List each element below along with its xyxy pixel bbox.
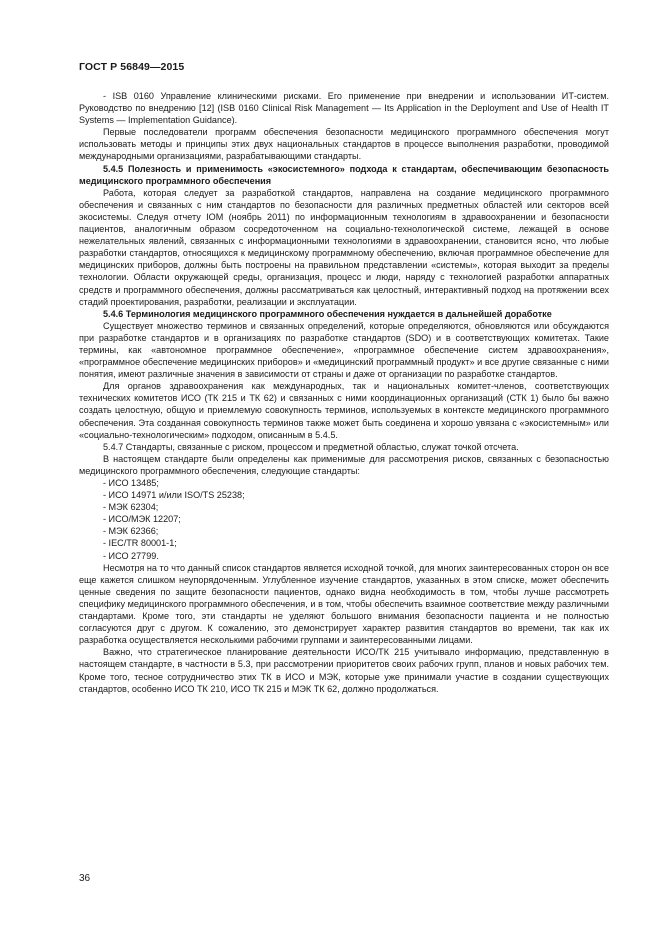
paragraph-organizations: Для органов здравоохранения как международных, так и национальных комитет-членов, соответствующих технических комитетов ИСО (ТК 215 и ТК 62) и связанных с ними координационных организаций (СТК 1) было бы важно создать целостную, общую и приемлемую совокупность терминов, используемых в контексте медицинского программного обеспечения. Эта созданная совокупность терминов также может быть соединена и хорошо увязана с «экосистемным» или «социально-технологическим» подходом, описанным в 5.4.5. <box>79 381 609 440</box>
standards-list <box>79 477 609 562</box>
list-item: - ИСО/МЭК 12207; <box>103 514 181 525</box>
document-body <box>79 90 609 695</box>
section-heading-5-4-6: 5.4.6 Терминология медицинского программного обеспечения нуждается в дальнейшей доработке <box>103 308 552 319</box>
paragraph-strategic-planning: Важно, что стратегическое планирование деятельности ИСО/ТК 215 учитывало информацию, представленную в настоящем стандарте, в частности в 5.3, при рассмотрении приоритетов своих рабочих групп, планов и новых рабочих тем. Кроме того, тесное сотрудничество этих ТК в ИСО и МЭК, которые уже принимали участие в создании существующих стандартов, особенно ИСО ТК 210, ИСО ТК 215 и МЭК ТК 62, должно продолжаться. <box>79 647 609 694</box>
paragraph-isb-0160: - ISB 0160 Управление клиническими рисками. Его применение при внедрении и использовании ИТ-систем. Руководство по внедрению [12] (ISB 0160 Clinical Risk Management — Its Application in the Deployment and Use of Health IT Systems — Implementation Guidance). <box>79 91 609 126</box>
paragraph-ecosystem: Работа, которая следует за разработкой стандартов, направлена на создание медицинского программного обеспечения и связанных с ним стандартов по безопасности для различных предметных областей или секторов всей экосистемы. Следуя отчету IOM (ноябрь 2011) по информационным технологиям в здравоохранении и безопасности пациентов, аналогичным образом сосредоточенном на социально-технологической системе, лежащей в основе нежелательных явлений, связанных с информационными технологиями в здравоохранении, становится ясно, что любые разработки стандартов, относящихся к медицинскому программному обеспечению, включая программное обеспечение для медицинских приборов, должны быть построены на правильном представлении «системы», которая выходит за пределы технологии. Области окружающей среды, организация, процесс и люди, наряду с технологией разработки аппаратных средств и программного обеспечения, должны рассматриваться как целостный, интерактивный подход на протяжении всех стадий проектирования, разработки, реализации и эксплуатации. <box>79 187 609 307</box>
page-number: 36 <box>79 873 91 884</box>
section-5-4-7: 5.4.7 Стандарты, связанные с риском, процессом и предметной областью, служат точкой отсчета. <box>103 441 519 452</box>
list-item: - IEC/TR 80001-1; <box>103 538 177 549</box>
section-heading-5-4-5: 5.4.5 Полезность и применимость «экосистемного» подхода к стандартам, обеспечивающим безопасность медицинского программного обеспечения <box>79 163 609 186</box>
list-item: - МЭК 62366; <box>103 526 159 537</box>
list-item: - ИСО 14971 и/или ISO/TS 25238; <box>103 490 245 501</box>
document-header: ГОСТ Р 56849—2015 <box>79 61 185 73</box>
list-item: - ИСО 27799. <box>103 550 159 561</box>
paragraph-applicable-standards: В настоящем стандарте были определены как применимые для рассмотрения рисков, связанных с безопасностью медицинского программного обеспечения, следующие стандарты: <box>79 453 609 476</box>
paragraph-terminology: Существует множество терминов и связанных определений, которые определяются, обновляются или обсуждаются при разработке стандартов и в организациях по разработке стандартов (SDO) и в соответствующих комитетах. Такие термины, как «автономное программное обеспечение», «программное обеспечение систем здравоохранения», «программное обеспечение медицинских приборов» и «медицинский программный продукт» и все другие связанные с ними понятия, имеют различные значения в зависимости от страны и даже от организации по разработке стандартов. <box>79 320 609 380</box>
paragraph-early-adopters: Первые последователи программ обеспечения безопасности медицинского программного обеспечения могут использовать методы и принципы этих двух национальных стандартов в процессе выполнения разработки, проводимой международными организациями, разрабатывающими стандарты. <box>79 127 609 162</box>
list-item: - ИСО 13485; <box>103 478 159 488</box>
paragraph-list-critique: Несмотря на то что данный список стандартов является исходной точкой, для многих заинтересованных сторон он все еще кажется слишком неупорядоченным. Углубленное изучение стандартов, указанных в этом списке, может обеспечить ценные сведения по защите безопасности пациентов, однако видна необходимость в том, чтобы лучше рассмотреть специфику медицинского программного обеспечения, и в том, чтобы обеспечить взаимное соответствие между различными стандартами. Кроме того, эти стандарты не уделяют большого внимания безопасности пациента и не полностью согласуются друг с другом. К сожалению, это демонстрирует характер развития стандартов во времени, так как их разработка осуществляется несколькими рабочими группами и заинтересованными лицами. <box>79 562 609 646</box>
list-item: - МЭК 62304; <box>103 502 159 513</box>
